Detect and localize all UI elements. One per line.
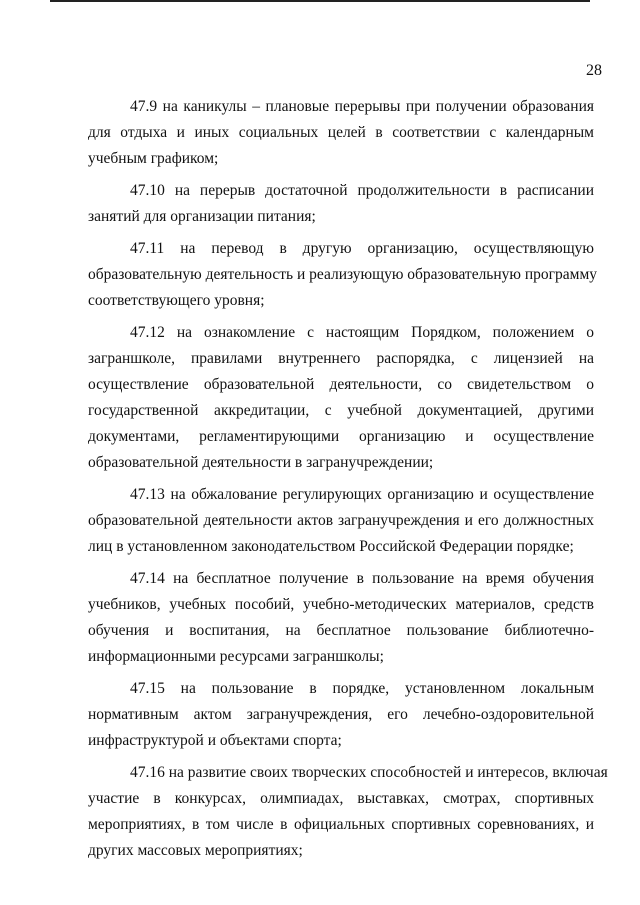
text-line: 47.11 на перевод в другую организацию, осуществляющую bbox=[130, 240, 594, 257]
paragraph-item-1 bbox=[88, 94, 594, 172]
paragraph-item-8 bbox=[88, 760, 608, 864]
text-line: 47.12 на ознакомление с настоящим Порядком, положением о bbox=[130, 324, 594, 341]
text-line: 47.9 на каникулы – плановые перерывы при получении образования bbox=[130, 98, 594, 115]
page-number: 28 bbox=[586, 62, 602, 79]
text-line: обучения и воспитания, на бесплатное пользование библиотечно- bbox=[88, 622, 594, 639]
text-line: лиц в установленном законодательством Российской Федерации порядке; bbox=[88, 538, 574, 555]
text-line: соответствующего уровня; bbox=[88, 292, 265, 309]
text-line: образовательной деятельности в загранучреждении; bbox=[88, 454, 434, 471]
text-line: заграншколе, правилами внутреннего распорядка, с лицензией на bbox=[88, 350, 594, 367]
paragraph-item-4 bbox=[88, 320, 594, 476]
text-line: для отдыха и иных социальных целей в соответствии с календарным bbox=[88, 124, 594, 141]
text-line: других массовых мероприятиях; bbox=[88, 842, 303, 859]
text-line: мероприятиях, в том числе в официальных спортивных соревнованиях, и bbox=[88, 816, 594, 833]
paragraph-item-7 bbox=[88, 676, 594, 754]
text-line: учебным графиком; bbox=[88, 150, 219, 167]
paragraph-item-5 bbox=[88, 482, 594, 560]
text-line: информационными ресурсами заграншколы; bbox=[88, 648, 384, 665]
text-line: 47.13 на обжалование регулирующих организацию и осуществление bbox=[130, 486, 594, 503]
text-line: нормативным актом загранучреждения, его лечебно-оздоровительной bbox=[88, 706, 594, 723]
text-line: занятий для организации питания; bbox=[88, 208, 316, 225]
paragraph-item-3 bbox=[88, 236, 598, 314]
text-line: осуществление образовательной деятельности, со свидетельством о bbox=[88, 376, 594, 393]
text-line: 47.16 на развитие своих творческих способностей и интересов, включая bbox=[130, 764, 608, 781]
document-body bbox=[88, 94, 608, 870]
paragraph-item-2 bbox=[88, 178, 594, 230]
paragraph-item-6 bbox=[88, 566, 594, 670]
text-line: участие в конкурсах, олимпиадах, выставках, смотрах, спортивных bbox=[88, 790, 594, 807]
text-line: образовательную деятельность и реализующую образовательную программу bbox=[88, 266, 598, 283]
text-line: инфраструктурой и объектами спорта; bbox=[88, 732, 342, 749]
text-line: 47.15 на пользование в порядке, установленном локальным bbox=[130, 680, 594, 697]
text-line: учебников, учебных пособий, учебно-методических материалов, средств bbox=[88, 596, 594, 613]
text-line: государственной аккредитации, с учебной документацией, другими bbox=[88, 402, 594, 419]
text-line: 47.14 на бесплатное получение в пользование на время обучения bbox=[130, 570, 594, 587]
top-rule bbox=[50, 0, 590, 2]
text-line: 47.10 на перерыв достаточной продолжительности в расписании bbox=[130, 182, 594, 199]
text-line: образовательной деятельности актов загранучреждения и его должностных bbox=[88, 512, 594, 529]
text-line: документами, регламентирующими организацию и осуществление bbox=[88, 428, 594, 445]
